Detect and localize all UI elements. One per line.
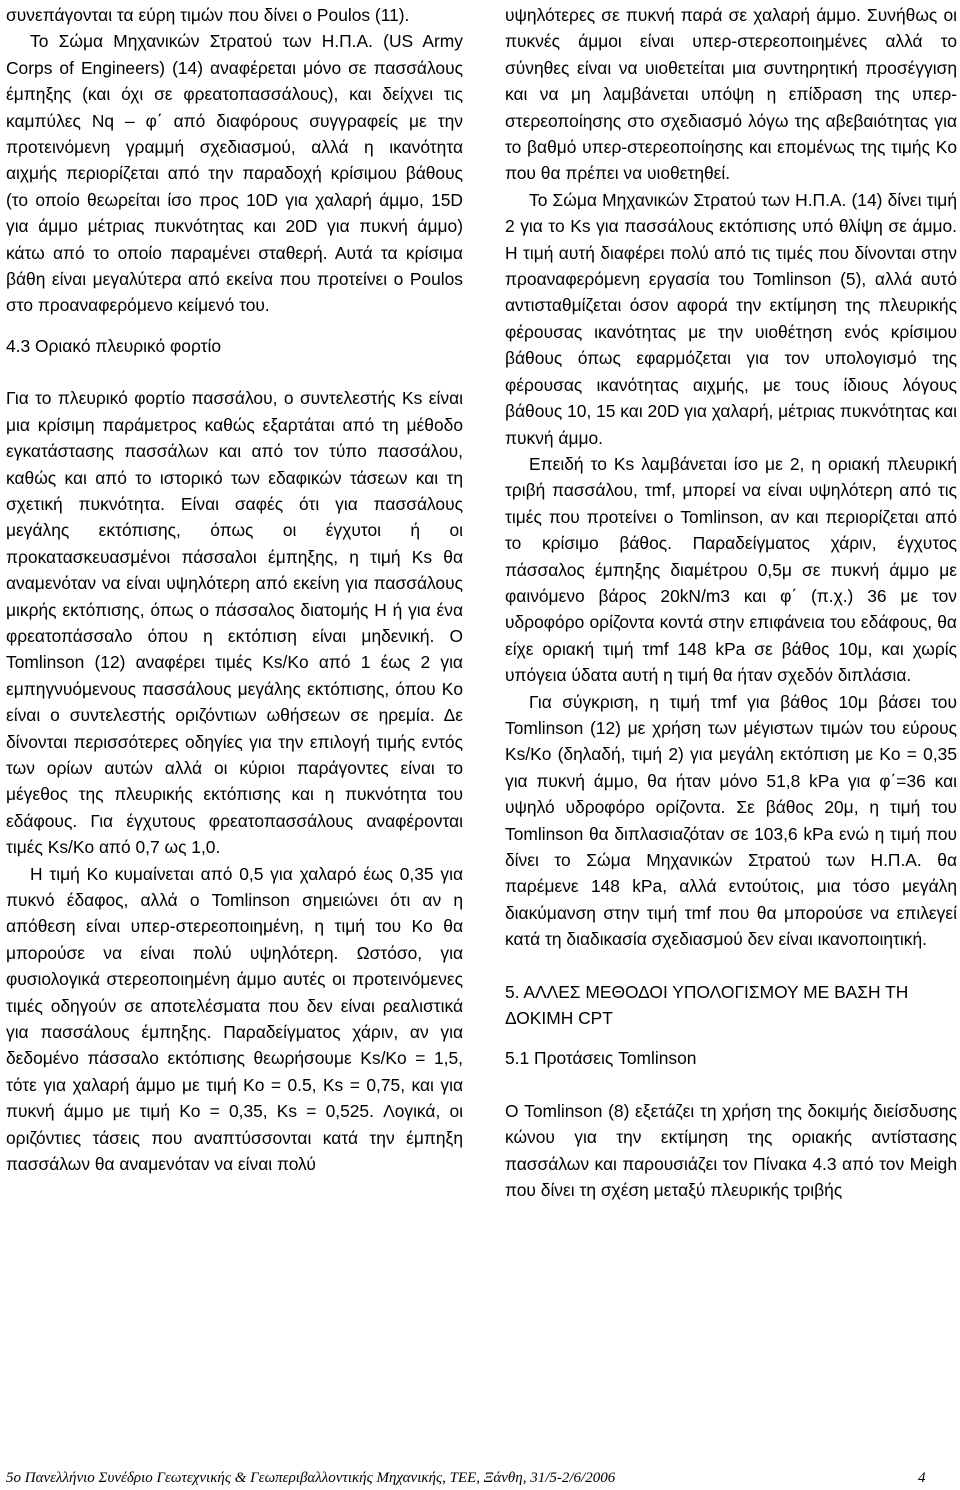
spacer (505, 1031, 957, 1045)
paragraph: Το Σώμα Μηχανικών Στρατού των Η.Π.Α. (14) δίνει τιμή 2 για το Ks για πασσάλους εκτόπισης υπό θλίψη σε άμμο. Η τιμή αυτή διαφέρει πολύ από τις τιμές που δίνονται στην προαναφερόμενη εργασία του Tomlinson (5), αλλά αυτό αντισταθμίζεται όσον αφορά την εκτίμηση της πλευρικής φέρουσας ικανότητας με την υιοθέτηση ενός κρίσιμου βάθους όπως εφαρμόζεται για τον υπολογισμό της φέρουσας ικανότητας αιχμής, με τους ίδιους λόγους βάθους 10, 15 και 20D για χαλαρή, μέτριας πυκνότητας και πυκνή άμμο. (505, 189, 957, 448)
spacer (505, 953, 957, 979)
spacer (505, 1072, 957, 1098)
section-heading-5-1: 5.1 Προτάσεις Tomlinson (505, 1048, 697, 1069)
spacer (6, 359, 463, 385)
paragraph: Ο Tomlinson (8) εξετάζει τη χρήση της δοκιμής διείσδυσης κώνου για την εκτίμηση της οριακής αντίστασης πασσάλων και παρουσιάζει τον Πίνακα 4.3 από τον Meigh που δίνει τη σχέση μεταξύ πλευρικής τριβής (505, 1100, 957, 1201)
page-number: 4 (918, 1470, 926, 1486)
paragraph: υψηλότερες σε πυκνή παρά σε χαλαρή άμμο. Συνήθως οι πυκνές άμμοι είναι υπερ-στερεοποιημένες αλλά το σύνηθες είναι να υιοθετείται μια συντηρητική προσέγγιση και να μη λαμβάνεται υπόψη η επίδραση της υπερ-στερεοποίησης στο σχεδιασμό λόγω της αβεβαιότητας για το βαθμό υπερ-στερεοποίησης και επομένως της τιμής Ko που θα πρέπει να υιοθετηθεί. (505, 5, 957, 184)
paragraph: Το Σώμα Μηχανικών Στρατού των Η.Π.Α. (US Army Corps of Engineers) (14) αναφέρεται μόνο σε πασσάλους έμπηξης (και όχι σε φρεατοπασσάλους), και δείχνει τις καμπύλες Nq – φ΄ από διαφόρους συγγραφείς με την προτεινόμενη γραμμή σχεδιασμού, αλλά η ικανότητα αιχμής περιορίζεται από την παραδοχή κρίσιμου βάθους (το οποίο θεωρείται ίσο προς 10D για χαλαρή άμμο, 15D για άμμο μέτριας πυκνότητας και 20D για πυκνή άμμο) κάτω από το οποίο παραμένει σταθερή. Αυτά τα κρίσιμα βάθη είναι μεγαλύτερα από εκείνα που προτείνει ο Poulos στο προαναφερόμενο κείμενό του. (6, 31, 463, 316)
section-heading-4-3: 4.3 Οριακό πλευρικό φορτίο (6, 335, 222, 356)
paragraph: Για το πλευρικό φορτίο πασσάλου, ο συντελεστής Ks είναι μια κρίσιμη παράμετρος καθώς εξαρτάται από τη μέθοδο εγκατάστασης πασσάλων και από τον τύπο πασσάλου, καθώς και από το ιστορικό των εδαφικών τάσεων και τη σχετική πυκνότητα. Είναι σαφές ότι για πασσάλους μεγάλης εκτόπισης, όπως οι έγχυτοι ή οι προκατασκευασμένοι πάσσαλοι έμπηξης, η τιμή Ks θα αναμενόταν να είναι υψηλότερη από εκείνη για πασσάλους μικρής εκτόπισης, όπως ο πάσσαλος διατομής Η ή για ένα φρεατοπάσσαλο όπου η εκτόπιση είναι μηδενική. Ο Tomlinson (12) αναφέρει τιμές Ks/Ko από 1 έως 2 για εμπηγνυόμενους πασσάλους μεγάλης εκτόπισης, όπου Ko είναι ο συντελεστής οριζόντιων ωθήσεων σε ηρεμία. Δε δίνονται περισσότερες οδηγίες για την επιλογή τιμής εντός των ορίων αυτών αλλά οι κύριοι παράγοντες είναι το μέγεθος της πλευρικής εκτόπισης και η πυκνότητα του εδάφους. Για έγχυτους φρεατοπασσάλους αναφέρονται τιμές Ks/Ko από 0,7 ως 1,0. (6, 388, 463, 858)
conference-footer-text: 5ο Πανελλήνιο Συνέδριο Γεωτεχνικής & Γεωπεριβαλλοντικής Μηχανικής, ΤΕΕ, Ξάνθη, 31/5-2/6/2006 (6, 1470, 616, 1486)
paragraph: Για σύγκριση, η τιμή τmf για βάθος 10μ βάσει του Tomlinson (12) με χρήση των μέγιστων τιμών του εύρους Ks/Ko (δηλαδή, τιμή 2) για μεγάλη εκτόπιση με Ko = 0,35 για πυκνή άμμο, θα ήταν μόνο 51,8 kPa για φ΄=36 και υψηλό υδροφόρο ορίζοντα. Σε βάθος 20μ, η τιμή του Tomlinson θα διπλασιαζόταν σε 103,6 kPa ενώ η τιμή που δίνει το Σώμα Μηχανικών Στρατού των Η.Π.Α. θα παρέμενε 148 kPa, αλλά εντούτοις, μια τόσο μεγάλη διακύμανση στην τιμή τmf που θα μπορούσε να επιλεγεί κατά τη διαδικασία σχεδιασμού δεν είναι ικανοποιητική. (505, 691, 957, 950)
left-column (6, 2, 463, 1177)
section-heading-5: 5. ΑΛΛΕΣ ΜΕΘΟΔΟΙ ΥΠΟΛΟΓΙΣΜΟΥ ΜΕ ΒΑΣΗ ΤΗ ΔΟΚΙΜΗ CPT (505, 981, 909, 1029)
paragraph: Η τιμή Ko κυμαίνεται από 0,5 για χαλαρό έως 0,35 για πυκνό έδαφος, αλλά ο Tomlinson σημειώνει ότι αν η απόθεση είναι υπερ-στερεοποιημένη, η τιμή του Ko θα μπορούσε να είναι πολύ υψηλότερη. Ωστόσο, για φυσιολογικά στερεοποιημένη άμμο αυτές οι προτεινόμενες τιμές οδηγούν σε αποτελέσματα που δεν είναι ρεαλιστικά για πασσάλους έμπηξης. Παραδείγματος χάριν, αν για δεδομένο πάσσαλο εκτόπισης θεωρήσουμε Ks/Ko = 1,5, τότε για χαλαρή άμμο με τιμή Ko = 0.5, Ks = 0,75, και για πυκνή άμμο με τιμή Ko = 0,35, Ks = 0,525. Λογικά, οι οριζόντιες τάσεις που αναπτύσσονται κατά την έμπηξη πασσάλων θα αναμενόταν να είναι πολύ (6, 863, 463, 1175)
spacer (6, 319, 463, 333)
paragraph: συνεπάγονται τα εύρη τιμών που δίνει ο Poulos (11). (6, 5, 410, 25)
right-column (505, 2, 957, 1203)
paragraph: Επειδή το Ks λαμβάνεται ίσο με 2, η οριακή πλευρική τριβή πασσάλου, τmf, μπορεί να είναι υψηλότερη από τις τιμές που προτείνει ο Tomlinson, αν και περιορίζεται από το κρίσιμο βάθος. Παραδείγματος χάριν, έγχυτος πάσσαλος έμπηξης διαμέτρου 0,5μ σε πυκνή άμμο με φαινόμενο βάρος 20kN/m3 και φ΄ (π.χ.) 36 με τον υδροφόρο ορίζοντα κοντά στην επιφάνεια του εδάφους, θα είχε οριακή τιμή τmf 148 kPa σε βάθος 10μ, και χωρίς υπόγεια ύδατα αυτή η τιμή θα ήταν σχεδόν διπλάσια. (505, 453, 957, 686)
